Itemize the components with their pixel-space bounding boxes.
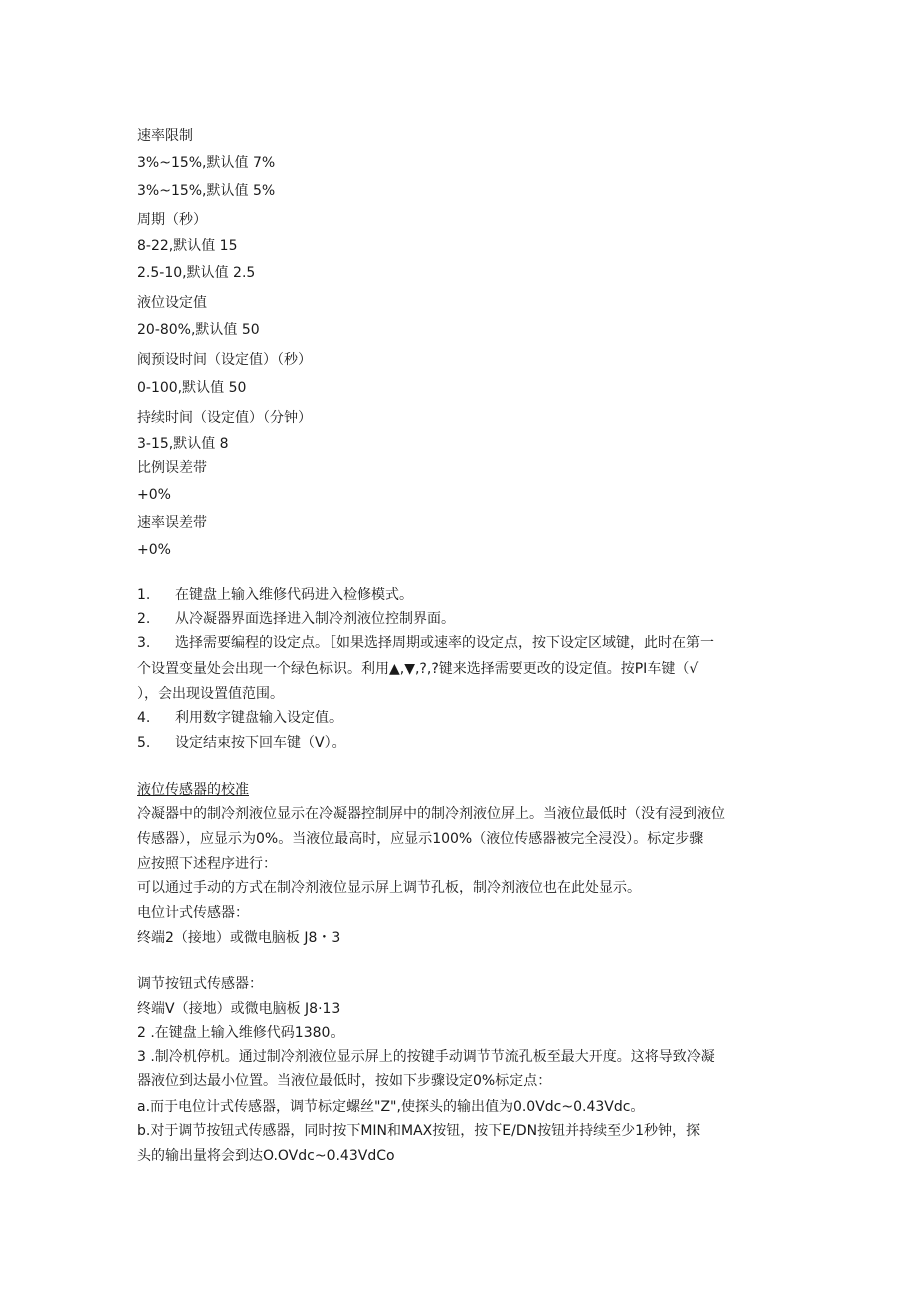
step-number: 4. [137, 710, 151, 726]
paragraph-line: 应按照下述程序进行： [137, 856, 277, 872]
step-item [137, 733, 346, 753]
paragraph-line: 2 .在键盘上输入维修代码1380。 [137, 1025, 345, 1041]
step-number: 2. [137, 611, 151, 627]
paragraph-line: 终端2（接地）或微电脑板 J8・3 [137, 930, 341, 946]
paragraph-line: 冷凝器中的制冷剂液位显示在冷凝器控制屏中的制冷剂液位屏上。当液位最低时（没有浸到液位 [137, 806, 725, 822]
paragraph-line: 3 .制冷机停机。通过制冷剂液位显示屏上的按键手动调节节流孔板至最大开度。这将导致冷凝 [137, 1049, 715, 1065]
param-value: 3-15,默认值 8 [137, 436, 229, 452]
paragraph-line: b.对于调节按钮式传感器，同时按下MIN和MAX按钮，按下E/DN按钮并持续至少1秒钟，探 [137, 1123, 700, 1139]
paragraph-line: 传感器），应显示为0%。当液位最高时，应显示100%（液位传感器被完全浸没）。标定步骤 [137, 831, 704, 847]
step-text: 选择需要编程的设定点。［如果选择周期或速率的设定点，按下设定区域键，此时在第一 [175, 635, 714, 651]
param-value: +0% [137, 542, 171, 558]
paragraph-line: 终端V（接地）或微电脑板 J8·13 [137, 1001, 341, 1017]
paragraph-line: 头的输出量将会到达O.OVdc~0.43VdCo [137, 1148, 395, 1164]
step-text: 从冷凝器界面选择进入制冷剂液位控制界面。 [175, 611, 455, 627]
param-label: 液位设定值 [137, 295, 207, 311]
paragraph-line: 调节按钮式传感器： [137, 976, 263, 992]
param-label: 比例误差带 [137, 460, 207, 476]
param-label: 周期（秒） [137, 212, 207, 228]
step-item [137, 585, 413, 605]
param-label: 速率误差带 [137, 515, 207, 531]
param-label: 阀预设时间（设定值）（秒） [137, 352, 312, 368]
param-value: 3%~15%,默认值 5% [137, 183, 276, 199]
param-value: 2.5-10,默认值 2.5 [137, 265, 256, 281]
step-text: 在键盘上输入维修代码进入检修模式。 [175, 587, 413, 603]
param-value: +0% [137, 487, 171, 503]
paragraph-line: 器液位到达最小位置。当液位最低时，按如下步骤设定0%标定点： [137, 1073, 552, 1089]
step-item [137, 609, 455, 629]
paragraph-line: 可以通过手动的方式在制冷剂液位显示屏上调节孔板，制冷剂液位也在此处显示。 [137, 880, 641, 896]
step-text: 利用数字键盘输入设定值。 [175, 710, 343, 726]
paragraph-line: 电位计式传感器： [137, 905, 249, 921]
section-title: 液位传感器的校准 [137, 782, 249, 798]
param-value: 8-22,默认值 15 [137, 238, 238, 254]
param-value: 0-100,默认值 50 [137, 380, 247, 396]
param-value: 3%~15%,默认值 7% [137, 155, 276, 171]
step-number: 1. [137, 587, 151, 603]
paragraph-line: a.而于电位计式传感器，调节标定螺丝"Z",使探头的输出值为0.0Vdc~0.43Vdc。 [137, 1099, 645, 1115]
step-item [137, 633, 714, 653]
step-item [137, 708, 343, 728]
param-label: 速率限制 [137, 128, 193, 144]
step-number: 5. [137, 735, 151, 751]
param-label: 持续时间（设定值）（分钟） [137, 410, 312, 426]
step-continuation: ），会出现设置值范围。 [137, 686, 284, 702]
step-number: 3. [137, 635, 151, 651]
param-value: 20-80%,默认值 50 [137, 322, 260, 338]
step-continuation: 个设置变量处会出现一个绿色标识。利用▲,▼,?,?键来选择需要更改的设定值。按PI车键（√ [137, 661, 699, 677]
step-text: 设定结束按下回车键（V）。 [175, 735, 346, 751]
